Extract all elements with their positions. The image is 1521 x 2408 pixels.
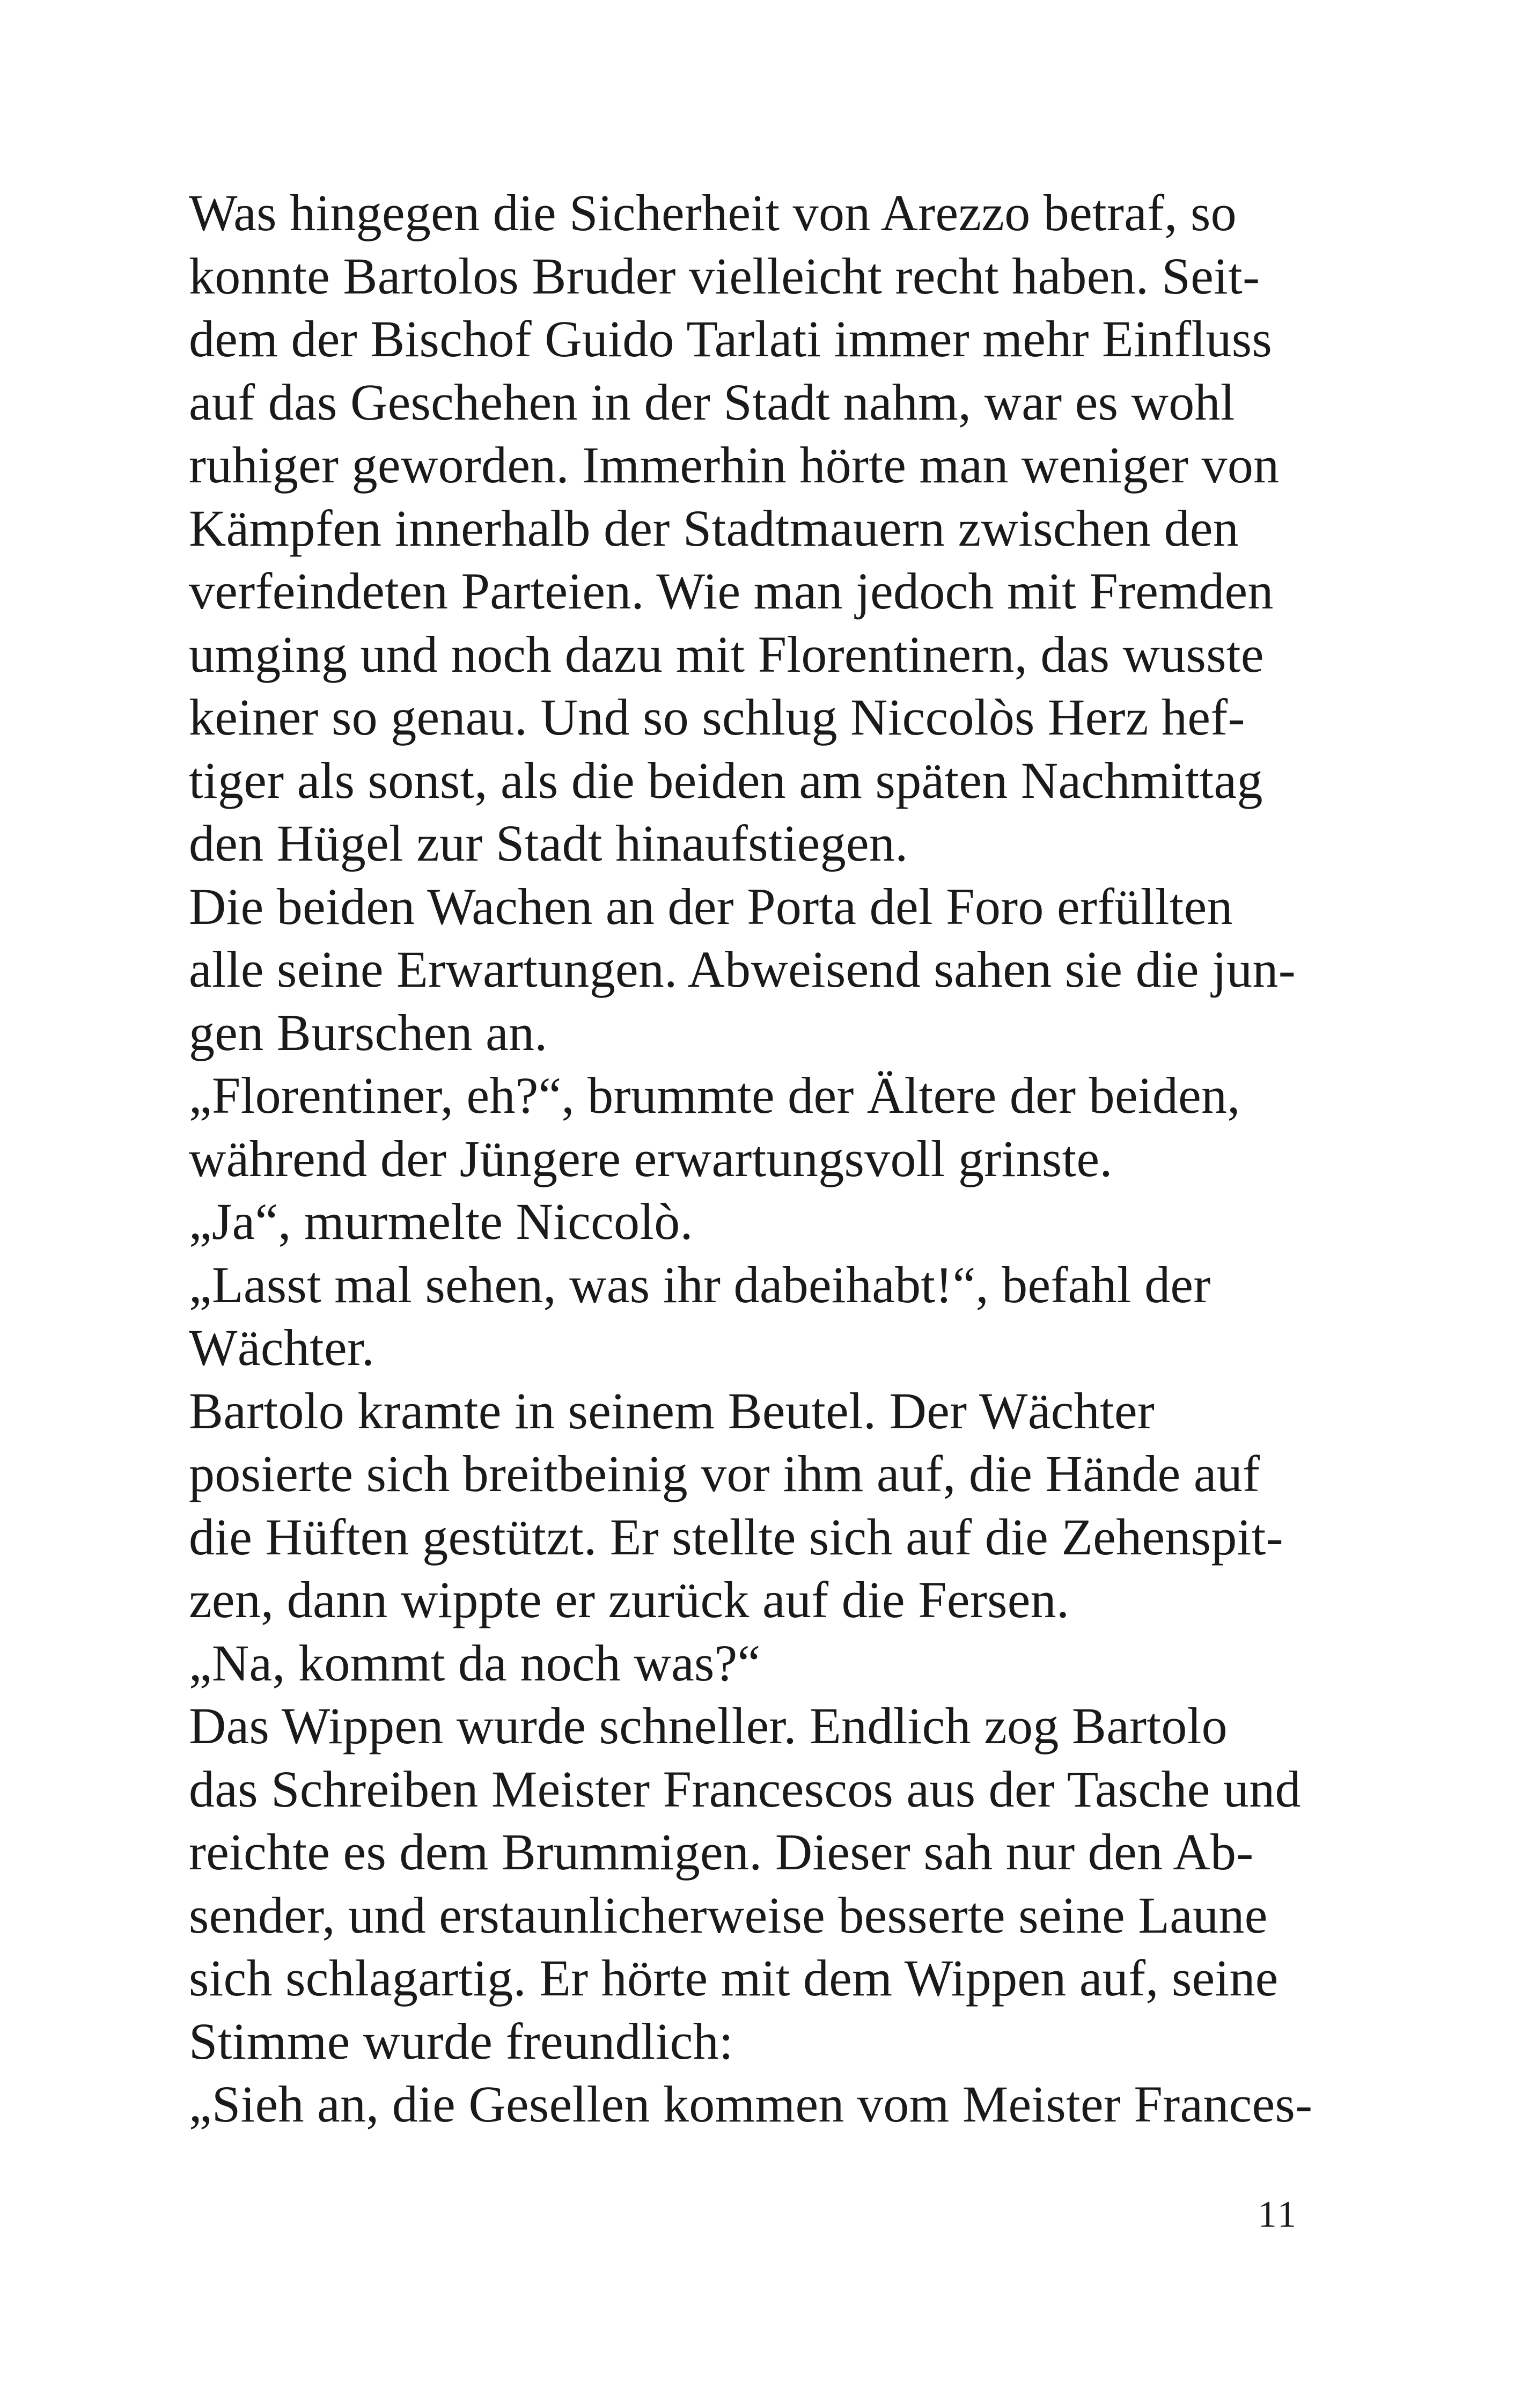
body-text: [189, 181, 1313, 2136]
text-line: Das Wippen wurde schneller. Endlich zog Bartolo: [189, 1697, 1228, 1754]
text-line: sich schlagartig. Er hörte mit dem Wippen auf, seine: [189, 1949, 1278, 2007]
text-line: keiner so genau. Und so schlug Niccolòs Herz hef-: [189, 688, 1245, 746]
text-line: verfeindeten Parteien. Wie man jedoch mit Fremden: [189, 562, 1274, 620]
text-line: Die beiden Wachen an der Porta del Foro erfüllten: [189, 877, 1233, 935]
text-line: zen, dann wippte er zurück auf die Fersen.: [189, 1571, 1070, 1628]
text-line: „Sieh an, die Gesellen kommen vom Meister Frances-: [189, 2075, 1313, 2133]
text-line: das Schreiben Meister Francescos aus der Tasche und: [189, 1760, 1301, 1818]
text-line: Bartolo kramte in seinem Beutel. Der Wächter: [189, 1382, 1155, 1440]
text-line: umging und noch dazu mit Florentinern, das wusste: [189, 625, 1264, 683]
text-line: Was hingegen die Sicherheit von Arezzo betraf, so: [189, 184, 1237, 241]
text-line: die Hüften gestützt. Er stellte sich auf die Zehenspit-: [189, 1508, 1283, 1566]
text-line: Wächter.: [189, 1319, 375, 1376]
text-line: ruhiger geworden. Immerhin hörte man weniger von: [189, 436, 1280, 494]
text-line: gen Burschen an.: [189, 1003, 548, 1061]
text-line: „Na, kommt da noch was?“: [189, 1634, 761, 1692]
text-line: „Florentiner, eh?“, brummte der Ältere der beiden,: [189, 1067, 1240, 1124]
text-line: konnte Bartolos Bruder vielleicht recht haben. Seit-: [189, 247, 1260, 305]
text-line: auf das Geschehen in der Stadt nahm, war es wohl: [189, 373, 1235, 431]
text-line: Stimme wurde freundlich:: [189, 2012, 733, 2070]
text-line: tiger als sonst, als die beiden am späten Nachmittag: [189, 751, 1263, 809]
text-line: Kämpfen innerhalb der Stadtmauern zwischen den: [189, 499, 1239, 557]
text-line: sender, und erstaunlicherweise besserte seine Laune: [189, 1886, 1268, 1944]
text-line: „Lasst mal sehen, was ihr dabeihabt!“, befahl der: [189, 1256, 1211, 1313]
page-number: 11: [1258, 2194, 1298, 2235]
text-line: dem der Bischof Guido Tarlati immer mehr Einfluss: [189, 310, 1273, 368]
text-line: den Hügel zur Stadt hinaufstiegen.: [189, 814, 908, 872]
text-line: posierte sich breitbeinig vor ihm auf, die Hände auf: [189, 1445, 1260, 1502]
text-line: reichte es dem Brummigen. Dieser sah nur den Ab-: [189, 1823, 1254, 1881]
text-line: alle seine Erwartungen. Abweisend sahen sie die jun-: [189, 941, 1296, 998]
text-line: während der Jüngere erwartungsvoll grinste.: [189, 1129, 1113, 1187]
text-line: „Ja“, murmelte Niccolò.: [189, 1193, 693, 1250]
